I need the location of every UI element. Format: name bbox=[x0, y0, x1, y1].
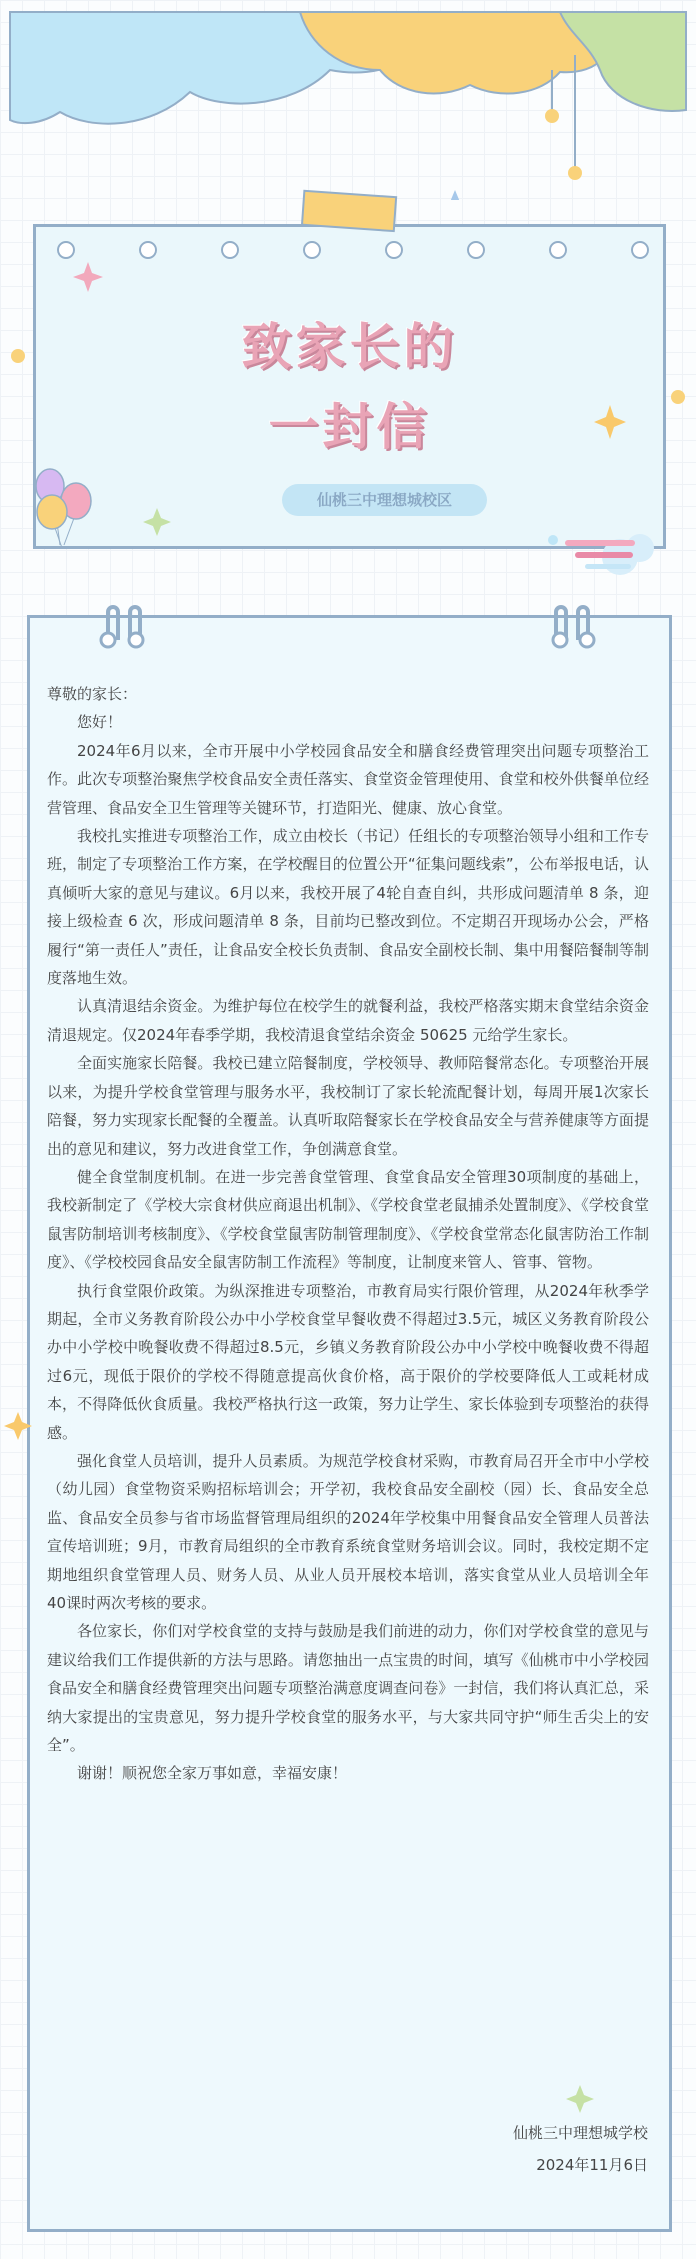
paragraph: 强化食堂人员培训，提升人员素质。为规范学校食材采购，市教育局召开全市中小学校（幼儿园）食堂物资采购招标培训会；开学初，我校食品安全副校（园）长、食品安全总监、食品安全员参与省市场监督管理局组织的2024年学校集中用餐食品安全管理人员普法宣传培训班；9月，市教育局组织的全市教育系统食堂财务培训会议。同时，我校定期不定期地组织食堂管理人员、财务人员、从业人员开展校本培训，落实食堂从业人员培训全年40课时两次考核的要求。 bbox=[47, 1451, 649, 1612]
greeting: 您好！ bbox=[77, 713, 123, 732]
salutation: 尊敬的家长： bbox=[47, 685, 138, 703]
star-icon bbox=[143, 508, 171, 536]
paragraph: 全面实施家长陪餐。我校已建立陪餐制度，学校领导、教师陪餐常态化。专项整治开展以来，为提升学校食堂管理与服务水平，我校制订了家长轮流配餐计划，每周开展1次家长陪餐，努力实现家长配餐的全覆盖。认真听取陪餐家长在学校食品安全与营养健康等方面提出的意见和建议，努力改进食堂工作，争创满意食堂。 bbox=[47, 1054, 649, 1158]
paragraph: 认真清退结余资金。为维护每位在校学生的就餐利益，我校严格落实期末食堂结余资金清退规定。仅2024年春季学期，我校清退食堂结余资金 50625 元给学生家长。 bbox=[47, 997, 649, 1044]
star-icon bbox=[4, 1412, 32, 1440]
paragraph: 我校扎实推进专项整治工作，成立由校长（书记）任组长的专项整治领导小组和工作专班，制定了专项整治工作方案，在学校醒目的位置公开“征集问题线索”，公布举报电话，认真倾听大家的意见与建议。6月以来，我校开展了4轮自查自纠，共形成问题清单 8 条，迎接上级检查 6 次，形成问题清单 8 条，目前均已整改到位。不定期召开现场办公会，严格履行“第一责任人”责任，让食品安全校长负责制、食品安全副校长制、集中用餐陪餐制等制度落地生效。 bbox=[47, 827, 649, 988]
hero-decoration bbox=[0, 180, 696, 580]
star-icon bbox=[566, 2085, 594, 2113]
paragraph: 执行食堂限价政策。为纵深推进专项整治，市教育局实行限价管理，从2024年秋季学期起，全市义务教育阶段公办中小学校食堂早餐收费不得超过3.5元，城区义务教育阶段公办中小学校中晚餐收费不得超过8.5元，乡镇义务教育阶段公办中小学校中晚餐收费不得超过6元，现低于限价的学校不得随意提高伙食价格，高于限价的学校要降低人工或耗材成本，不得降低伙食质量。我校严格执行这一政策，努力让学生、家长体验到专项整治的获得感。 bbox=[47, 1281, 649, 1442]
school-name-badge: 仙桃三中理想城校区 bbox=[282, 484, 487, 516]
star-icon bbox=[73, 262, 103, 292]
balloons-icon bbox=[36, 469, 91, 548]
paragraph: 健全食堂制度机制。在进一步完善食堂管理、食堂食品安全管理30项制度的基础上，我校新制定了《学校大宗食材供应商退出机制》、《学校食堂老鼠捕杀处置制度》、《学校食堂鼠害防制培训考核制度》、《学校食堂鼠害防制管理制度》、《学校食堂常态化鼠害防治工作制度》、《学校校园食品安全鼠害防制工作流程》等制度，让制度来管人、管事、管物。 bbox=[47, 1167, 649, 1272]
letter-date: 2024年11月6日 bbox=[536, 2156, 648, 2174]
paragraph: 2024年6月以来，全市开展中小学校园食品安全和膳食经费管理突出问题专项整治工作。此次专项整治聚焦学校食品安全责任落实、食堂资金管理使用、食堂和校外供餐单位经营管理、食品安全卫生管理等关键环节，打造阳光、健康、放心食堂。 bbox=[47, 741, 649, 817]
paragraph: 各位家长，你们对学校食堂的支持与鼓励是我们前进的动力，你们对学校食堂的意见与建议给我们工作提供新的方法与思路。请您抽出一点宝贵的时间，填写《仙桃市中小学校园食品安全和膳食经费管理突出问题专项整治满意度调查问卷》一封信，我们将认真汇总，采纳大家提出的宝贵意见，努力提升学校食堂的服务水平，与大家共同守护“师生舌尖上的安全”。 bbox=[47, 1622, 649, 1755]
star-icon bbox=[594, 405, 626, 439]
page-title-line-1: 致家长的 bbox=[241, 318, 458, 376]
cloud-icon bbox=[548, 534, 654, 575]
top-cloud-decoration bbox=[0, 0, 696, 200]
signature: 仙桃三中理想城学校 bbox=[512, 2124, 648, 2142]
binder-clips bbox=[0, 595, 696, 655]
page-title-line-2: 一封信 bbox=[268, 398, 431, 456]
paragraph: 谢谢！顺祝您全家万事如意，幸福安康！ bbox=[77, 1764, 348, 1783]
letter-decoration bbox=[0, 1400, 696, 2120]
